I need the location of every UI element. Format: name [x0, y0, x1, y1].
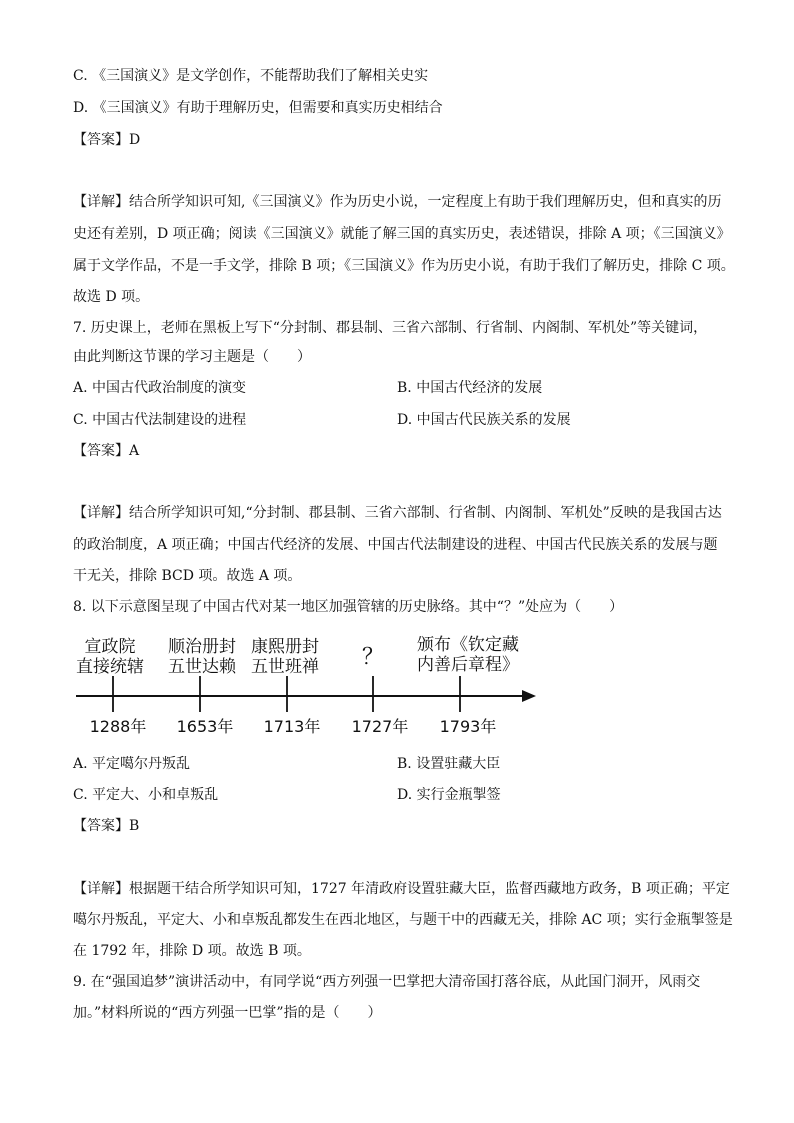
q8-detail-line-1	[73, 879, 730, 899]
answer-value: A	[129, 443, 140, 459]
q8-timeline-diagram	[70, 628, 540, 746]
timeline-event-3-line1: 康熙册封	[251, 637, 319, 657]
q8-detail-line-3: 在 1792 年，排除 D 项。故选 B 项。	[73, 943, 311, 959]
answer-value: B	[129, 818, 140, 834]
q6-option-d: D. 《三国演义》有助于理解历史，但需要和真实历史相结合	[73, 100, 443, 116]
detail-text: 根据题干结合所学知识可知，1727 年清政府设置驻藏大臣，监督西藏地方政务，B 项正确；平定	[129, 881, 730, 897]
timeline-arrowhead	[522, 690, 536, 702]
detail-text: 结合所学知识可知,“分封制、郡县制、三省六部制、行省制、内阁制、军机处”反映的是我国古达	[129, 505, 722, 521]
answer-label: 【答案】	[73, 132, 129, 148]
detail-label: 【详解】	[73, 194, 129, 210]
detail-label: 【详解】	[73, 881, 129, 897]
q7-option-b: B. 中国古代经济的发展	[397, 380, 543, 396]
timeline-year-4: 1727年	[351, 717, 409, 736]
timeline-event-2-line2: 五世达赖	[168, 657, 236, 677]
q7-stem-line-1: 7. 历史课上，老师在黑板上写下“分封制、郡县制、三省六部制、行省制、内阁制、军机处”等关键词，	[73, 320, 708, 336]
answer-label: 【答案】	[73, 818, 129, 834]
q7-detail-line-3: 干无关，排除 BCD 项。故选 A 项。	[73, 568, 302, 584]
q8-detail-line-2: 噶尔丹叛乱，平定大、小和卓叛乱都发生在西北地区，与题干中的西藏无关，排除 AC 项；实行金瓶掣签是	[73, 912, 733, 928]
q8-option-d: D. 实行金瓶掣签	[397, 787, 501, 803]
q7-stem-line-2: 由此判断这节课的学习主题是（ ）	[73, 349, 311, 365]
q6-detail-line-4: 故选 D 项。	[73, 289, 150, 305]
timeline-event-5-line1: 颁布《钦定藏	[417, 635, 519, 655]
q8-stem: 8. 以下示意图呈现了中国古代对某一地区加强管辖的历史脉络。其中“？”处应为（ ）	[73, 599, 624, 615]
timeline-event-3-line2: 五世班禅	[251, 657, 319, 677]
q9-stem-line-1: 9. 在“强国追梦”演讲活动中，有同学说“西方列强一巴掌把大清帝国打落谷底，从此国门洞开，风雨交	[73, 974, 701, 990]
q8-answer	[73, 816, 139, 836]
timeline-year-1: 1288年	[89, 717, 147, 736]
timeline-event-5-line2: 内善后章程》	[417, 655, 519, 675]
q8-option-c: C. 平定大、小和卓叛乱	[73, 787, 219, 803]
timeline-year-5: 1793年	[439, 717, 497, 736]
detail-label: 【详解】	[73, 505, 129, 521]
q6-detail-line-1	[73, 192, 721, 212]
q8-option-a: A. 平定噶尔丹叛乱	[73, 756, 191, 772]
q6-detail-line-2: 史还有差别，D 项正确；阅读《三国演义》就能了解三国的真实历史，表述错误，排除 A 项；《三国演义》	[73, 226, 731, 242]
q7-detail-line-1	[73, 503, 722, 523]
q8-option-b: B. 设置驻藏大臣	[397, 756, 501, 772]
timeline-year-3: 1713年	[263, 717, 321, 736]
timeline-year-2: 1653年	[176, 717, 234, 736]
answer-label: 【答案】	[73, 443, 129, 459]
q7-option-a: A. 中国古代政治制度的演变	[73, 380, 247, 396]
q7-detail-line-2: 的政治制度，A 项正确；中国古代经济的发展、中国古代法制建设的进程、中国古代民族关系的发展与题	[73, 537, 718, 553]
q7-option-c: C. 中国古代法制建设的进程	[73, 412, 247, 428]
q7-option-d: D. 中国古代民族关系的发展	[397, 412, 571, 428]
q6-option-c: C. 《三国演义》是文学创作，不能帮助我们了解相关史实	[73, 68, 429, 84]
timeline-event-1-line1: 宣政院	[84, 637, 136, 657]
q6-detail-line-3: 属于文学作品，不是一手文学，排除 B 项；《三国演义》作为历史小说，有助于我们了解历史，排除 C 项。	[73, 258, 735, 274]
detail-text: 结合所学知识可知,《三国演义》作为历史小说，一定程度上有助于我们理解历史，但和真实的历	[129, 194, 722, 210]
timeline-event-1-line2: 直接统辖	[76, 657, 144, 677]
timeline-event-4-question-mark: ？	[361, 645, 385, 670]
q9-stem-line-2: 加。”材料所说的“西方列强一巴掌”指的是（ ）	[73, 1005, 382, 1021]
timeline-event-2-line1: 顺治册封	[168, 637, 236, 657]
q7-answer	[73, 441, 139, 461]
answer-value: D	[129, 132, 141, 148]
q6-answer	[73, 130, 140, 150]
